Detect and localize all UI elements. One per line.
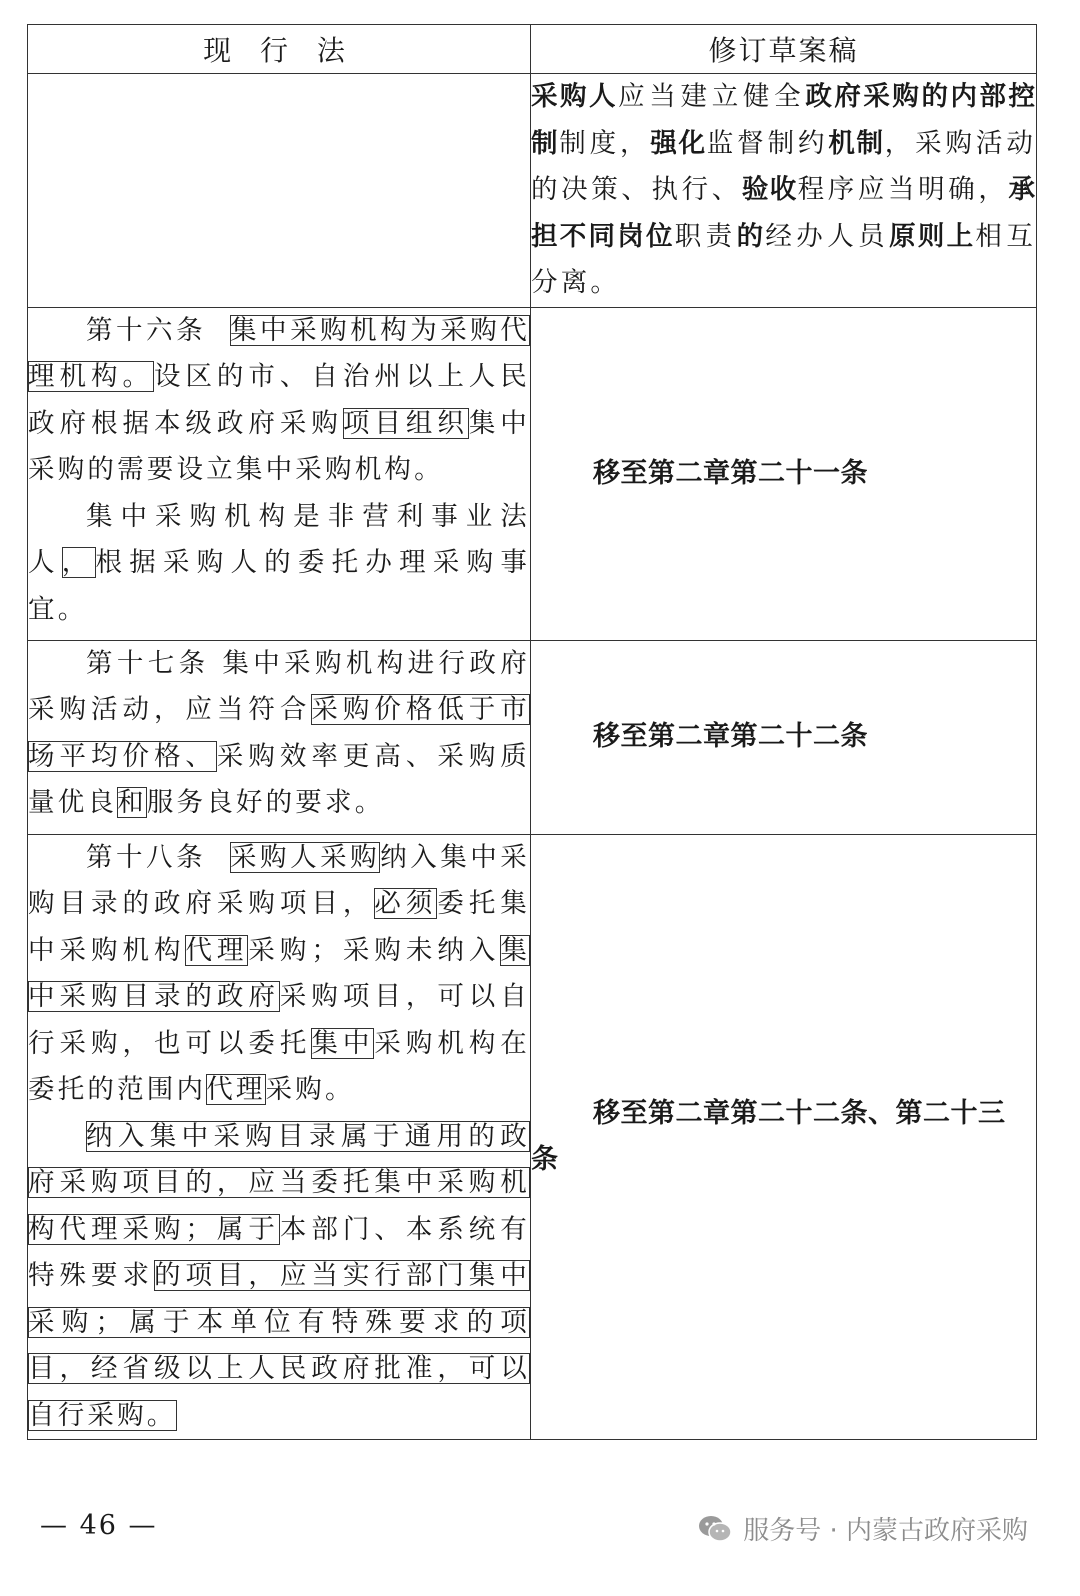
- comparison-table: [27, 24, 1037, 1440]
- moved-note: 移至第二章第二十二条: [593, 721, 868, 752]
- plain-text: 采购项目，可以自行采购，也可以委托: [28, 981, 530, 1059]
- draft-cell: [531, 834, 1037, 1440]
- watermark-text: 服务号 · 内蒙古政府采购: [743, 1516, 1028, 1546]
- boxed-text: 集中采购目录的政府: [28, 934, 531, 1012]
- plain-text: 纳入集中采购目录的政府采购项目，: [28, 841, 531, 919]
- moved-note: 移至第二章第二十二条、第二十三条: [531, 1097, 1006, 1175]
- plain-text: 设区的市、自治州以上人民政府根据本级政府采购: [28, 361, 530, 439]
- wechat-icon: [697, 1514, 733, 1544]
- draft-cell: [531, 307, 1037, 640]
- table-row: [28, 307, 1037, 640]
- plain-text: 相互分离。: [531, 220, 1037, 298]
- boxed-text: 采购价格低于市场平均价格、: [28, 694, 530, 772]
- header-draft: 修订草案稿: [531, 25, 1037, 74]
- bold-text: 原则上: [889, 220, 976, 252]
- boxed-text: 的项目，应当实行部门集中采购；属于本单位有特殊要求的项目，经省级以上人民政府批准，可以自行采购。: [28, 1260, 530, 1431]
- plain-text: 制度，: [559, 127, 651, 159]
- plain-text: 程序应当明确，: [797, 174, 1009, 205]
- plain-text: 服务良好的要求。: [146, 787, 385, 818]
- current-law-cell: [28, 640, 531, 834]
- boxed-text: 代理: [185, 934, 249, 966]
- plain-text: 监督制约: [706, 127, 829, 159]
- plain-text: 经办人员: [765, 220, 890, 252]
- article-18-para-1: [28, 835, 530, 1114]
- plain-text: 职责: [674, 220, 737, 252]
- plain-text: 采购机构在委托的范围内: [28, 1027, 531, 1105]
- article-number: 第十八条: [86, 841, 207, 873]
- bold-text: 采购人: [531, 81, 619, 112]
- draft-cell: [531, 74, 1037, 308]
- bold-text: 政府采购的内部控制: [531, 81, 1037, 159]
- table-row: [28, 640, 1037, 834]
- article-number: 第十六条: [86, 314, 207, 346]
- plain-text: 本部门、本系统有特殊要求: [28, 1213, 530, 1291]
- table-row: [28, 74, 1037, 308]
- article-16-para-2: [28, 494, 530, 634]
- boxed-text: ，: [61, 547, 96, 578]
- article-18-para-2: [28, 1114, 530, 1440]
- current-law-cell-empty: [28, 74, 531, 308]
- plain-text: 应当建立健全: [618, 81, 806, 112]
- bold-text: 验收: [741, 174, 798, 205]
- header-current-law: 现 行 法: [28, 25, 531, 74]
- bold-text: 承担不同岗位: [531, 174, 1036, 252]
- plain-text: 第十七条 集中采购机构进行政府采购活动，应当符合: [28, 647, 530, 725]
- current-law-cell: [28, 834, 531, 1440]
- watermark: [697, 1510, 1028, 1547]
- plain-text: 委托集中采购机构: [28, 888, 530, 966]
- plain-text: 采购效率更高、采购质量优良: [28, 740, 530, 818]
- boxed-text: 纳入集中采购目录属于通用的政府采购项目的，应当委托集中采购机构代理采购；属于: [28, 1120, 530, 1245]
- boxed-text: 集中采购机构为采购代理机构。: [28, 314, 530, 392]
- page-number: — 46 —: [40, 1510, 158, 1541]
- boxed-text: 项目组织: [342, 407, 469, 439]
- bold-text: 强化: [650, 127, 707, 159]
- current-law-cell: [28, 307, 531, 640]
- boxed-text: 集中: [311, 1027, 375, 1059]
- draft-paragraph: [531, 74, 1036, 307]
- moved-note: 移至第二章第二十一条: [593, 457, 868, 489]
- draft-cell: [531, 640, 1037, 834]
- plain-text: 集中采购的需要设立集中采购机构。: [28, 407, 530, 485]
- table-row: [28, 834, 1037, 1440]
- plain-text: ，采购活动的决策、执行、: [531, 127, 1037, 205]
- plain-text: 采购；采购未纳入: [248, 934, 501, 966]
- bold-text: 的: [736, 220, 766, 252]
- bold-text: 机制: [828, 127, 885, 159]
- plain-text: 根据采购人的委托办理采购事宜。: [28, 547, 531, 625]
- boxed-text: 必须: [374, 888, 438, 919]
- plain-text: 采购。: [265, 1074, 355, 1105]
- plain-text: 集中采购机构是非营利事业法人: [28, 500, 530, 578]
- table-header-row: [28, 25, 1037, 74]
- boxed-text: 采购人采购: [230, 841, 381, 873]
- boxed-text: 和: [117, 787, 147, 818]
- article-17-para: [28, 641, 530, 827]
- article-16-para-1: [28, 308, 530, 494]
- boxed-text: 代理: [206, 1074, 266, 1105]
